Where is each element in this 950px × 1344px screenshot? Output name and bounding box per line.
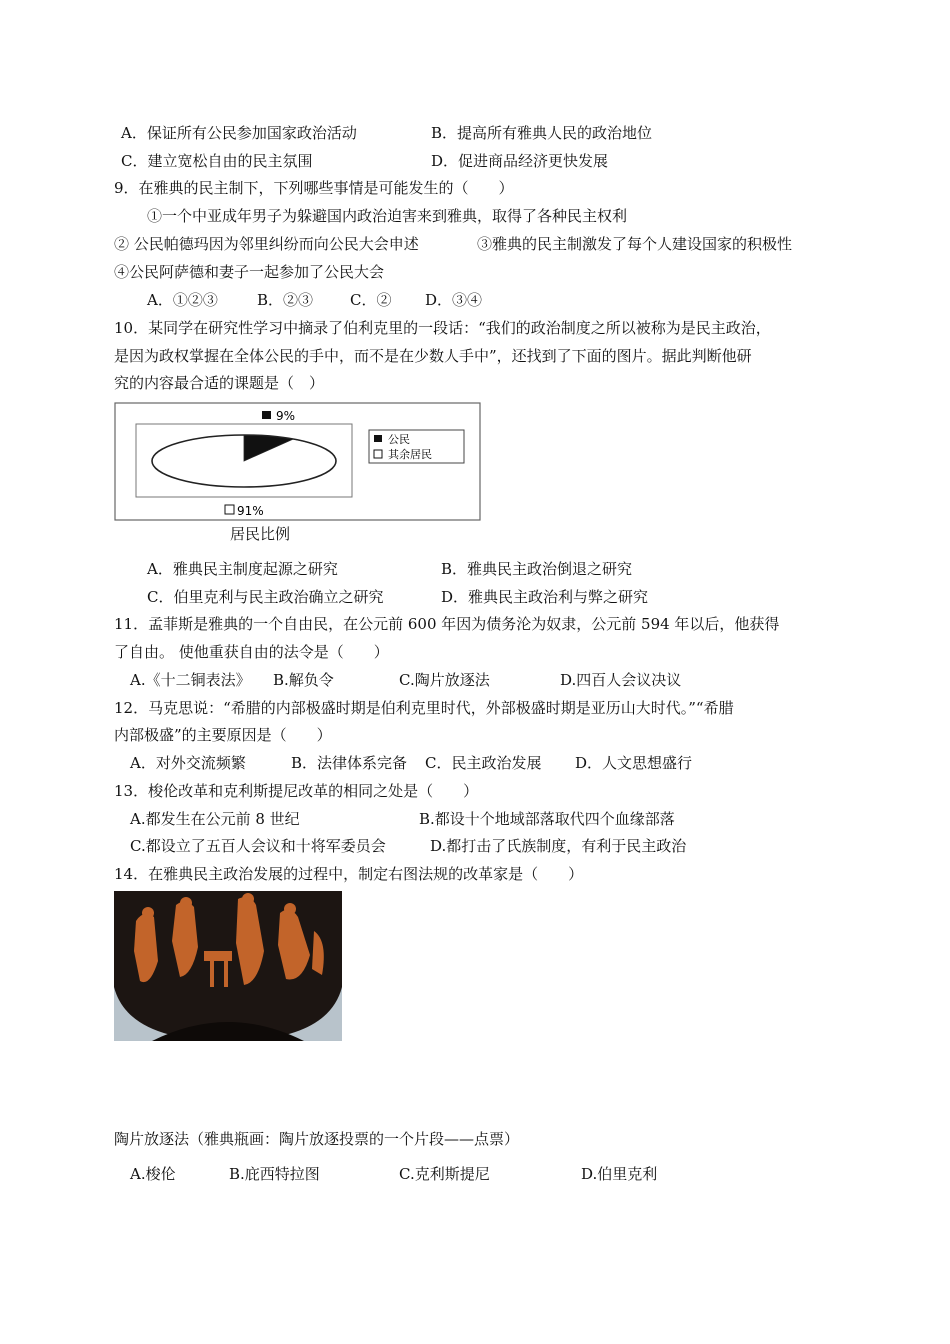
q14-option-d: D.伯里克利	[581, 1165, 658, 1183]
chart-title: 居民比例	[230, 525, 291, 543]
q8-option-d: D．促进商品经济更快发展	[431, 152, 609, 170]
legend-swatch-citizens	[374, 435, 382, 442]
q9-item-3: ③雅典的民主制激发了每个人建设国家的积极性	[477, 235, 793, 253]
vase-table-leg-left	[210, 961, 214, 987]
q9-option-b: B．②③	[257, 291, 314, 309]
q9-item-1: ①一个中亚成年男子为躲避国内政治迫害来到雅典，取得了各种民主权利	[147, 207, 628, 225]
q11-stem-line-2: 了自由。 使他重获自由的法令是（ ）	[114, 643, 389, 661]
q8-option-c: C．建立宽松自由的民主氛围	[121, 152, 313, 170]
q14-stem: 14．在雅典民主政治发展的过程中，制定右图法规的改革家是（ ）	[114, 865, 584, 883]
vase-figure-right-head	[284, 903, 296, 915]
q9-option-c: C．②	[350, 291, 392, 309]
legend-swatch-others	[374, 450, 382, 458]
q11-option-d: D.四百人会议决议	[560, 671, 682, 689]
top-label-swatch	[262, 411, 271, 419]
q14-option-c: C.克利斯提尼	[399, 1165, 490, 1183]
q10-stem-line-1: 10．某同学在研究性学习中摘录了伯利克里的一段话：“我们的政治制度之所以被称为是民主政治，	[114, 319, 771, 337]
legend-entry-others: 其余居民	[388, 448, 432, 461]
bottom-label-swatch	[225, 505, 234, 514]
q10-stem-line-3: 究的内容最合适的课题是（ ）	[114, 374, 325, 392]
q9-option-a: A．①②③	[147, 291, 218, 309]
q9-stem: 9．在雅典的民主制下，下列哪些事情是可能发生的（ ）	[114, 179, 514, 197]
slice-label-citizens: 9%	[276, 409, 296, 423]
q13-option-c: C.都设立了五百人会议和十将军委员会	[130, 837, 386, 855]
vase-painting-image	[114, 891, 342, 1041]
q10-option-d: D．雅典民主政治利与弊之研究	[441, 588, 649, 606]
q9-item-2: ② 公民帕德玛因为邻里纠纷而向公民大会申述	[114, 235, 419, 253]
vase-figure-center-right-head	[242, 893, 254, 905]
q9-option-d: D．③④	[425, 291, 483, 309]
q13-stem: 13．梭伦改革和克利斯提尼改革的相同之处是（ ）	[114, 782, 479, 800]
q12-option-b: B．法律体系完备	[291, 754, 408, 772]
vase-figure-left-head	[142, 907, 154, 919]
q14-image-caption: 陶片放逐法（雅典瓶画：陶片放逐投票的一个片段——点票）	[114, 1130, 520, 1148]
legend-entry-citizens: 公民	[388, 433, 410, 446]
q11-option-a: A.《十二铜表法》	[130, 671, 251, 689]
q12-stem-line-1: 12．马克思说：“希腊的内部极盛时期是伯利克里时代，外部极盛时期是亚历山大时代。”“希腊	[114, 699, 734, 717]
q14-option-a: A.梭伦	[130, 1165, 176, 1183]
q8-option-b: B．提高所有雅典人民的政治地位	[431, 124, 653, 142]
q11-stem-line-1: 11．孟菲斯是雅典的一个自由民，在公元前 600 年因为债务沦为奴隶，公元前 594 年以后，他获得	[114, 615, 780, 633]
q12-stem-line-2: 内部极盛”的主要原因是（ ）	[114, 726, 332, 744]
q12-option-d: D．人文思想盛行	[575, 754, 693, 772]
q12-option-a: A．对外交流频繁	[130, 754, 246, 772]
slice-label-others: 91%	[237, 504, 264, 518]
vase-voting-table	[204, 951, 232, 961]
q9-item-4: ④公民阿萨德和妻子一起参加了公民大会	[114, 263, 385, 281]
vase-table-leg-right	[224, 961, 228, 987]
q13-option-d: D.都打击了氏族制度，有利于民主政治	[430, 837, 687, 855]
q11-option-c: C.陶片放逐法	[399, 671, 490, 689]
q14-option-b: B.庇西特拉图	[229, 1165, 320, 1183]
q13-option-b: B.都设十个地域部落取代四个血缘部落	[419, 810, 675, 828]
q8-option-a: A．保证所有公民参加国家政治活动	[121, 124, 357, 142]
q10-option-b: B．雅典民主政治倒退之研究	[441, 560, 633, 578]
q13-option-a: A.都发生在公元前 8 世纪	[130, 810, 300, 828]
q11-option-b: B.解负令	[273, 671, 334, 689]
q10-option-a: A．雅典民主制度起源之研究	[147, 560, 338, 578]
q10-option-c: C．伯里克利与民主政治确立之研究	[147, 588, 384, 606]
vase-figure-center-left-head	[180, 897, 192, 909]
resident-ratio-pie-chart	[114, 402, 486, 524]
q12-option-c: C．民主政治发展	[425, 754, 542, 772]
q10-stem-line-2: 是因为政权掌握在全体公民的手中，而不是在少数人手中”，还找到了下面的图片。据此判断他研	[114, 347, 752, 365]
